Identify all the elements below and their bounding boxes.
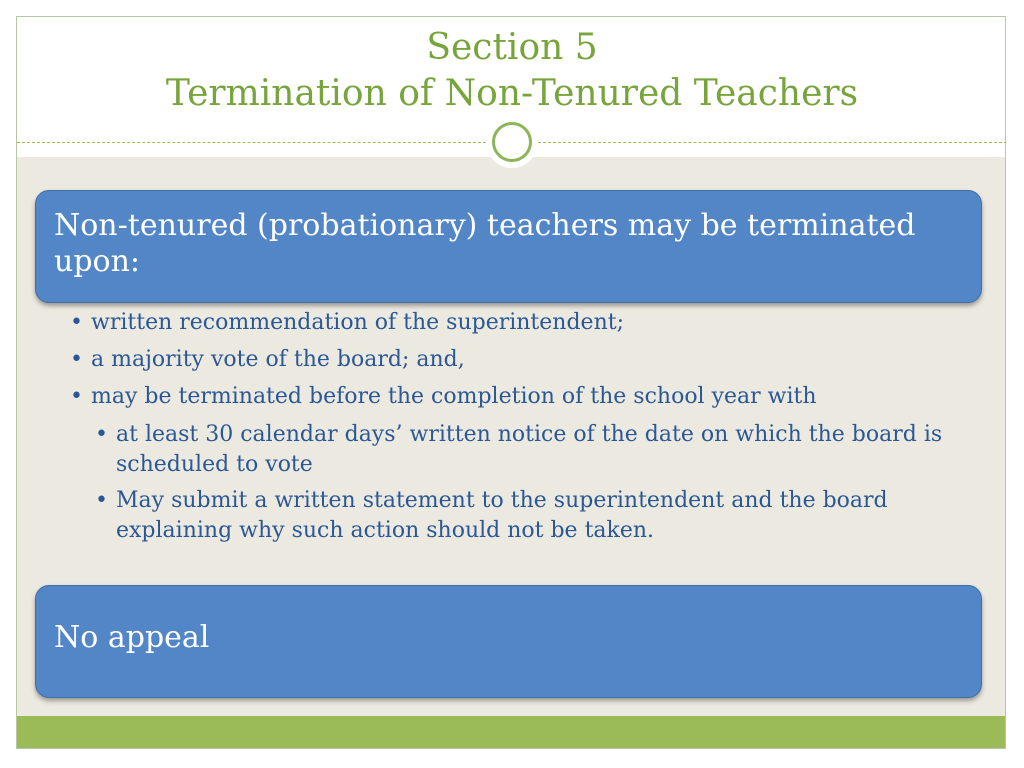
title-line-1: Section 5 bbox=[426, 27, 598, 68]
bullet-item: • written recommendation of the superintendent; bbox=[67, 309, 982, 337]
terminated-upon-text: Non-tenured (probationary) teachers may be terminated upon: bbox=[54, 208, 916, 279]
no-appeal-box bbox=[35, 585, 982, 698]
footer-bar bbox=[17, 716, 1006, 749]
bullet-item: • a majority vote of the board; and, bbox=[67, 346, 982, 374]
slide-title bbox=[17, 25, 1006, 117]
slide bbox=[16, 16, 1006, 749]
no-appeal-text: No appeal bbox=[54, 620, 210, 655]
sub-bullet-item: • at least 30 calendar days’ written notice of the date on which the board is scheduled to vote bbox=[92, 420, 982, 480]
title-line-2: Termination of Non-Tenured Teachers bbox=[165, 73, 859, 114]
bullet-item: • may be terminated before the completion of the school year with bbox=[67, 383, 982, 411]
terminated-upon-box bbox=[35, 190, 982, 303]
bullet-list bbox=[67, 309, 982, 552]
sub-bullet-item: • May submit a written statement to the superintendent and the board explaining why such action should not be taken. bbox=[92, 486, 982, 546]
circle-ornament-inner bbox=[492, 122, 532, 162]
circle-ornament-icon bbox=[486, 116, 538, 168]
